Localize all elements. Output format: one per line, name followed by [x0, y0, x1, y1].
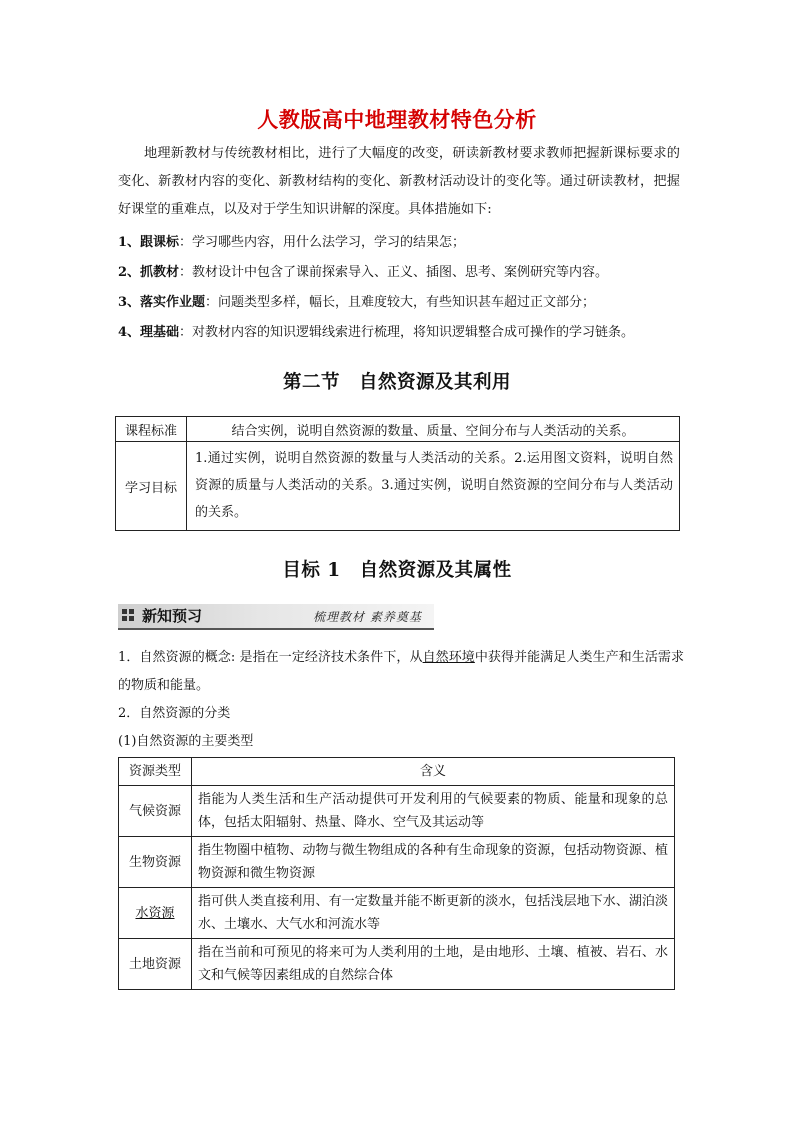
classification-title: 2．自然资源的分类	[118, 706, 231, 721]
intro-paragraph: 地理新教材与传统教材相比，进行了大幅度的改变，研读新教材要求教师把握新课标要求的变化、新教材内容的变化、新教材结构的变化、新教材活动设计的变化等。通过研读教材，把握好课堂的重难点，以及对于学生知识讲解的深度。具体措施如下:	[118, 146, 680, 217]
measure-label: 2、抓教材	[118, 265, 180, 280]
section-title: 第二节 自然资源及其利用	[282, 372, 511, 393]
table-row	[119, 888, 675, 939]
table-row	[119, 786, 675, 837]
types-title: (1)自然资源的主要类型	[118, 734, 254, 749]
resource-table	[118, 757, 675, 990]
table-row	[119, 939, 675, 990]
table-row	[119, 837, 675, 888]
table-row	[116, 417, 680, 442]
resource-type: 生物资源	[119, 837, 192, 888]
measure-text: ：学习哪些内容，用什么法学习，学习的结果怎；	[179, 235, 466, 250]
resource-type	[119, 888, 192, 939]
goals-label: 学习目标	[116, 442, 187, 531]
resource-meaning: 指在当前和可预见的将来可为人类利用的土地，是由地形、土壤、植被、岩石、水文和气候等因素组成的自然综合体	[192, 939, 675, 990]
measure-item	[118, 258, 693, 288]
standards-content: 结合实例，说明自然资源的数量、质量、空间分布与人类活动的关系。	[187, 417, 680, 442]
banner-subtitle: 梳理教材 素养奠基	[313, 610, 422, 624]
preview-banner	[118, 604, 434, 630]
header-type: 资源类型	[119, 758, 192, 786]
resource-meaning: 指生物圈中植物、动物与微生物组成的各种有生命现象的资源，包括动物资源、植物资源和微生物资源	[192, 837, 675, 888]
table-row	[116, 442, 680, 531]
table-header-row	[119, 758, 675, 786]
measures-list	[118, 228, 693, 348]
concept-suffix: 中获得并能满足人类生产和生活需求的物质和能量。	[118, 650, 684, 693]
resource-meaning: 指可供人类直接利用、有一定数量并能不断更新的淡水，包括浅层地下水、湖泊淡水、土壤水、大气水和河流水等	[192, 888, 675, 939]
measure-item	[118, 288, 693, 318]
measure-item	[118, 318, 693, 348]
header-meaning: 含义	[192, 758, 675, 786]
concept-prefix: 1．自然资源的概念: 是指在一定经济技术条件下，从	[118, 650, 423, 665]
goals-content: 1.通过实例，说明自然资源的数量与人类活动的关系。2.运用图文资料，说明自然资源的质量与人类活动的关系。3.通过实例，说明自然资源的空间分布与人类活动的关系。	[187, 442, 680, 531]
grid-icon	[122, 609, 134, 621]
resource-type: 气候资源	[119, 786, 192, 837]
measure-label: 4、理基础	[118, 325, 180, 340]
preview-content	[118, 644, 684, 756]
measure-text: ：教材设计中包含了课前探索导入、正义、插图、思考、案例研究等内容。	[179, 265, 609, 280]
resource-type-text: 水资源	[135, 905, 175, 921]
standards-label: 课程标准	[116, 417, 187, 442]
measure-text: ：对教材内容的知识逻辑线索进行梳理，将知识逻辑整合成可操作的学习链条。	[179, 325, 635, 340]
concept-paragraph	[118, 644, 684, 700]
banner-title: 新知预习	[142, 607, 203, 625]
standards-table	[115, 416, 680, 531]
main-title: 人教版高中地理教材特色分析	[257, 108, 537, 132]
concept-underlined: 自然环境	[422, 650, 475, 665]
resource-type: 土地资源	[119, 939, 192, 990]
measure-label: 1、跟课标	[118, 235, 180, 250]
resource-meaning: 指能为人类生活和生产活动提供可开发利用的气候要素的物质、能量和现象的总体，包括太阳辐射、热量、降水、空气及其运动等	[192, 786, 675, 837]
measure-label: 3、落实作业题	[118, 295, 206, 310]
measure-text: ：问题类型多样，幅长，且难度较大，有些知识甚车超过正文部分；	[205, 295, 596, 310]
goal-title: 目标 1 自然资源及其属性	[282, 560, 512, 581]
measure-item	[118, 228, 693, 258]
